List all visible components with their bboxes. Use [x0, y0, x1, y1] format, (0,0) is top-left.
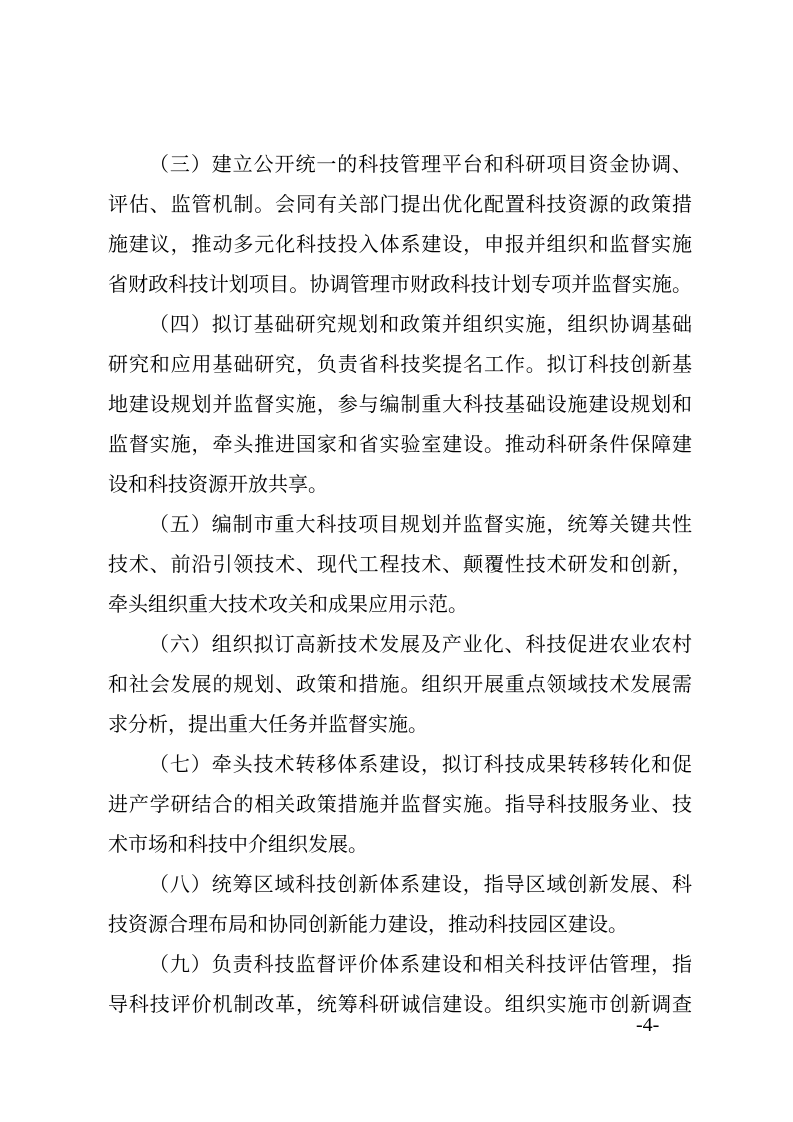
text-line: （四）拟订基础研究规划和政策并组织实施，组织协调基础 [149, 312, 692, 336]
text-line: 术市场和科技中介组织发展。 [108, 832, 368, 856]
text-line: 导科技评价机制改革，统筹科研诚信建设。组织实施市创新调查 [108, 992, 692, 1016]
text-line: 技资源合理布局和协同创新能力建设，推动科技园区建设。 [108, 912, 628, 936]
text-line: 设和科技资源开放共享。 [108, 472, 328, 496]
text-line: （九）负责科技监督评价体系建设和相关科技评估管理，指 [149, 952, 692, 976]
text-line: 省财政科技计划项目。协调管理市财政科技计划专项并监督实施。 [108, 272, 692, 296]
text-line: 和社会发展的规划、政策和措施。组织开展重点领域技术发展需 [108, 672, 692, 696]
text-line: （五）编制市重大科技项目规划并监督实施，统筹关键共性 [149, 512, 692, 536]
text-line: 地建设规划并监督实施，参与编制重大科技基础设施建设规划和 [108, 392, 692, 416]
text-line: （八）统筹区域科技创新体系建设，指导区域创新发展、科 [149, 872, 692, 896]
text-line: 进产学研结合的相关政策措施并监督实施。指导科技服务业、技 [108, 792, 692, 816]
text-line: 施建议，推动多元化科技投入体系建设，申报并组织和监督实施 [108, 232, 692, 256]
text-line: 技术、前沿引领技术、现代工程技术、颠覆性技术研发和创新， [108, 552, 692, 576]
text-line: （三）建立公开统一的科技管理平台和科研项目资金协调、 [149, 152, 692, 176]
text-line: 研究和应用基础研究，负责省科技奖提名工作。拟订科技创新基 [108, 352, 692, 376]
text-line: （六）组织拟订高新技术发展及产业化、科技促进农业农村 [149, 632, 692, 656]
text-line: 牵头组织重大技术攻关和成果应用示范。 [108, 592, 468, 616]
text-line: 监督实施，牵头推进国家和省实验室建设。推动科研条件保障建 [108, 432, 692, 456]
page-number: -4- [636, 1014, 660, 1036]
text-line: 求分析，提出重大任务并监督实施。 [108, 712, 428, 736]
text-line: 评估、监管机制。会同有关部门提出优化配置科技资源的政策措 [108, 192, 692, 216]
text-line: （七）牵头技术转移体系建设，拟订科技成果转移转化和促 [149, 752, 692, 776]
